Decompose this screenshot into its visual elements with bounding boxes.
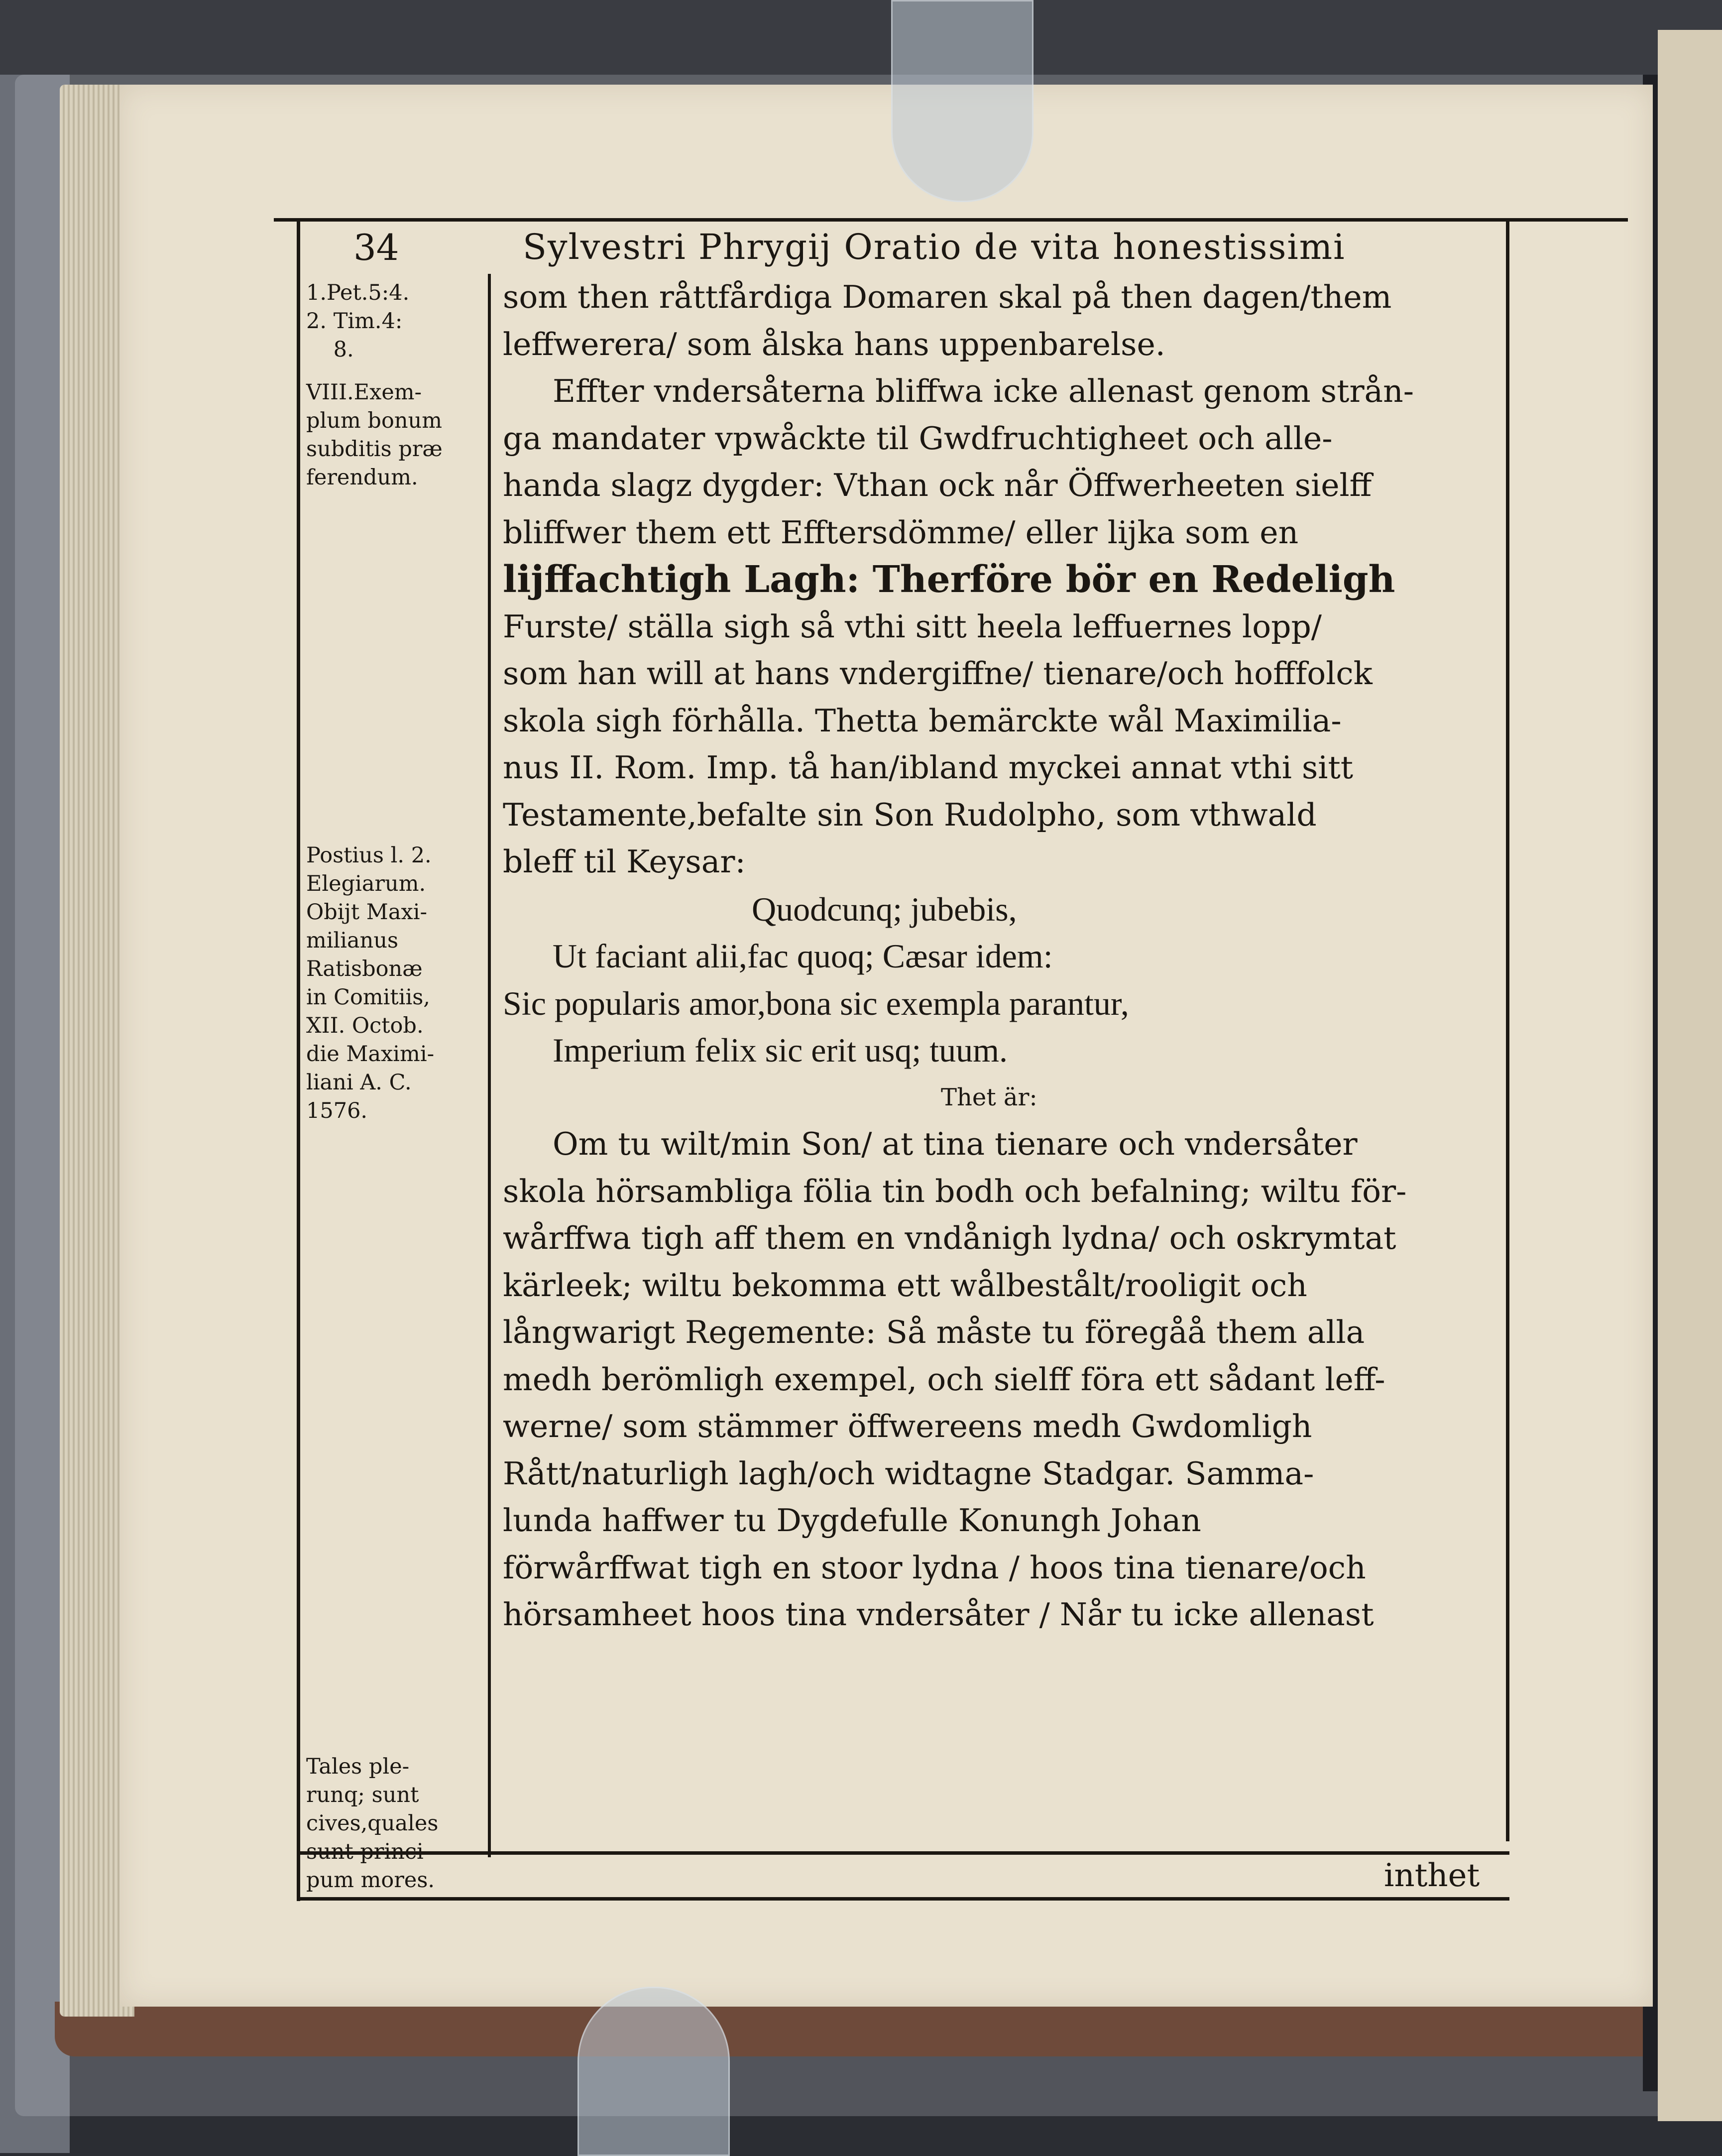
text-line: bleff til Keysar: bbox=[503, 843, 746, 880]
margin-note-line: in Comitiis, bbox=[306, 985, 430, 1010]
text-line: nus II. Rom. Imp. tå han/ibland myckei annat vthi sitt bbox=[503, 749, 1354, 786]
text-line: hörsamheet hoos tina vndersåter / Når tu icke allenast bbox=[503, 1596, 1374, 1633]
frame-rule-margin bbox=[488, 274, 491, 1857]
running-header bbox=[353, 227, 1498, 276]
translation-label: Thet är: bbox=[941, 1083, 1037, 1111]
margin-note-3 bbox=[306, 841, 434, 1125]
margin-note-line: Ratisbonæ bbox=[306, 957, 423, 981]
text-line: Rått/naturligh lagh/och widtagne Stadgar. Samma- bbox=[503, 1455, 1314, 1492]
margin-note-2 bbox=[306, 378, 443, 492]
margin-note-line: XII. Octob. bbox=[306, 1013, 424, 1038]
page-number: 34 bbox=[353, 227, 399, 268]
text-line: kärleek; wiltu bekomma ett wålbestålt/rooligit och bbox=[503, 1267, 1307, 1304]
book-page bbox=[119, 85, 1653, 2007]
frame-rule-bottom-outer bbox=[297, 1897, 1509, 1901]
frame-rule-right bbox=[1506, 218, 1509, 1841]
margin-note-line: subditis præ bbox=[306, 437, 443, 462]
text-line: Testamente,befalte sin Son Rudolpho, som vthwald bbox=[503, 796, 1317, 833]
margin-note-line: Postius l. 2. bbox=[306, 843, 432, 868]
margin-note-line: 1.Pet.5:4. bbox=[306, 280, 410, 305]
text-line: medh berömligh exempel, och sielff föra ett sådant leff- bbox=[503, 1361, 1385, 1398]
text-line: handa slagz dygder: Vthan ock når Öffwerheeten sielff bbox=[503, 467, 1372, 503]
facing-page bbox=[1658, 30, 1722, 2121]
frame-rule-top bbox=[274, 218, 1628, 222]
text-line: skola sigh förhålla. Thetta bemärckte wål Maximilia- bbox=[503, 702, 1342, 739]
margin-note-line: VIII.Exem- bbox=[306, 380, 422, 405]
text-line: Furste/ ställa sigh så vthi sitt heela leffuernes lopp/ bbox=[503, 608, 1322, 645]
text-line: wårffwa tigh aff them en vndånigh lydna/ och oskrymtat bbox=[503, 1220, 1396, 1256]
book-cover-edge bbox=[55, 2002, 1673, 2056]
text-line: långwarigt Regemente: Så måste tu föregåå them alla bbox=[503, 1314, 1365, 1350]
margin-note-line: 2. Tim.4: bbox=[306, 309, 403, 334]
verse-line: Ut faciant alii,fac quoq; Cæsar idem: bbox=[553, 937, 1053, 975]
text-line: skola hörsambliga fölia tin bodh och befalning; wiltu för- bbox=[503, 1173, 1407, 1209]
margin-note-line: die Maximi- bbox=[306, 1042, 435, 1067]
margin-note-line: liani A. C. bbox=[306, 1070, 412, 1095]
text-line: lunda haffwer tu Dygdefulle Konungh Johan bbox=[503, 1502, 1201, 1539]
page-holder-clip-bottom bbox=[577, 1987, 730, 2156]
text-line: lijffachtigh Lagh: Therföre bör en Redeligh bbox=[503, 558, 1395, 601]
text-line: som han will at hans vndergiffne/ tienare/och hofffolck bbox=[503, 655, 1373, 692]
margin-note-line: cives,quales bbox=[306, 1811, 439, 1836]
margin-note-line: Tales ple- bbox=[306, 1754, 410, 1779]
catchword: inthet bbox=[1384, 1857, 1480, 1894]
text-line: Effter vndersåterna bliffwa icke allenast genom strån- bbox=[553, 373, 1414, 409]
text-line: leffwerera/ som ålska hans uppenbarelse. bbox=[503, 326, 1165, 362]
margin-note-line: Elegiarum. bbox=[306, 871, 426, 896]
text-line: Om tu wilt/min Son/ at tina tienare och vndersåter bbox=[553, 1126, 1358, 1162]
margin-note-line: ferendum. bbox=[306, 465, 418, 490]
verse-line: Sic popularis amor,bona sic exempla parantur, bbox=[503, 984, 1129, 1022]
margin-note-line: plum bonum bbox=[306, 408, 442, 433]
margin-note-1 bbox=[306, 279, 409, 364]
verse-line: Imperium felix sic erit usq; tuum. bbox=[553, 1031, 1008, 1069]
margin-note-line: milianus bbox=[306, 928, 399, 953]
margin-note-line: sunt princi- bbox=[306, 1839, 431, 1864]
margin-note-line: runq; sunt bbox=[306, 1783, 419, 1807]
margin-note-line: Obijt Maxi- bbox=[306, 900, 428, 925]
text-line: werne/ som stämmer öffwereens medh Gwdomligh bbox=[503, 1408, 1312, 1444]
margin-note-line: 1576. bbox=[306, 1098, 368, 1123]
margin-note-line: 8. bbox=[306, 337, 354, 362]
text-line: förwårffwat tigh en stoor lydna / hoos tina tienare/och bbox=[503, 1549, 1366, 1586]
margin-note-4 bbox=[306, 1753, 438, 1895]
verse-line: Quodcunq; jubebis, bbox=[752, 890, 1017, 928]
margin-note-line: pum mores. bbox=[306, 1868, 435, 1893]
running-title: Sylvestri Phrygij Oratio de vita honestissimi bbox=[523, 227, 1346, 267]
frame-rule-bottom bbox=[297, 1851, 1509, 1855]
text-line: ga mandater vpwåckte til Gwdfruchtigheet och alle- bbox=[503, 420, 1333, 457]
text-line: bliffwer them ett Efftersdömme/ eller lijka som en bbox=[503, 514, 1299, 551]
text-line: som then råttfårdiga Domaren skal på then dagen/them bbox=[503, 279, 1392, 315]
frame-rule-left bbox=[297, 218, 300, 1901]
page-holder-clip-top bbox=[891, 0, 1033, 202]
main-text bbox=[503, 274, 1503, 1639]
